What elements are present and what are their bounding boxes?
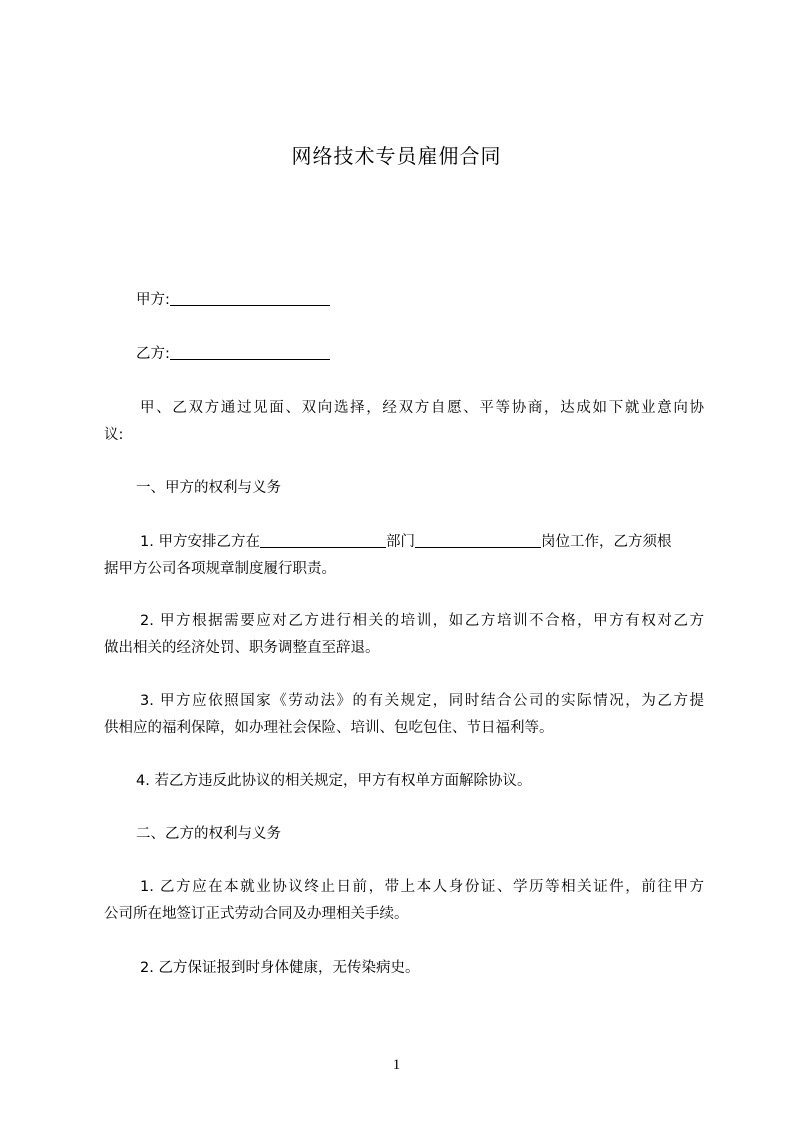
section1-heading: 一、甲方的权利与义务 xyxy=(136,480,281,496)
s2-item2: 2. 乙方保证报到时身体健康，无传染病史。 xyxy=(140,960,420,976)
party-b-label: 乙方: xyxy=(136,346,170,362)
s1-item2-line2: 做出相关的经济处罚、职务调整直至辞退。 xyxy=(104,640,380,656)
s1-item3-line2: 供相应的福利保障，如办理社会保险、培训、包吃包住、节日福利等。 xyxy=(104,720,554,736)
section2-heading: 二、乙方的权利与义务 xyxy=(136,826,281,842)
party-a-line xyxy=(136,286,704,314)
s2-item1-line2: 公司所在地签订正式劳动合同及办理相关手续。 xyxy=(104,906,409,922)
party-b-blank[interactable] xyxy=(170,342,330,360)
s1-item1-text-a: 1. 甲方安排乙方在 xyxy=(140,534,260,550)
department-blank[interactable] xyxy=(260,530,386,548)
s1-item2-line1: 2. 甲方根据需要应对乙方进行相关的培训，如乙方培训不合格，甲方有权对乙方 xyxy=(140,613,704,629)
intro-paragraph-line2: 议: xyxy=(104,427,124,443)
intro-paragraph-line1: 甲、乙双方通过见面、双向选择，经双方自愿、平等协商，达成如下就业意向协 xyxy=(140,400,704,416)
s1-item1-line1 xyxy=(140,528,704,556)
page-number: 1 xyxy=(392,1057,401,1073)
party-b-line xyxy=(136,340,704,368)
party-a-blank[interactable] xyxy=(170,288,330,306)
s1-item1-line2: 据甲方公司各项规章制度履行职责。 xyxy=(104,561,336,577)
s1-item4: 4. 若乙方违反此协议的相关规定，甲方有权单方面解除协议。 xyxy=(136,773,532,789)
position-blank[interactable] xyxy=(415,530,541,548)
document-title: 网络技术专员雇佣合同 xyxy=(291,144,502,168)
s1-item1-text-b: 部门 xyxy=(385,534,415,550)
s1-item1-text-c: 岗位工作，乙方须根 xyxy=(540,534,672,550)
s1-item3-line1: 3. 甲方应依照国家《劳动法》的有关规定，同时结合公司的实际情况，为乙方提 xyxy=(140,693,704,709)
party-a-label: 甲方: xyxy=(136,292,170,308)
s2-item1-line1: 1. 乙方应在本就业协议终止日前，带上本人身份证、学历等相关证件，前往甲方 xyxy=(140,879,704,895)
